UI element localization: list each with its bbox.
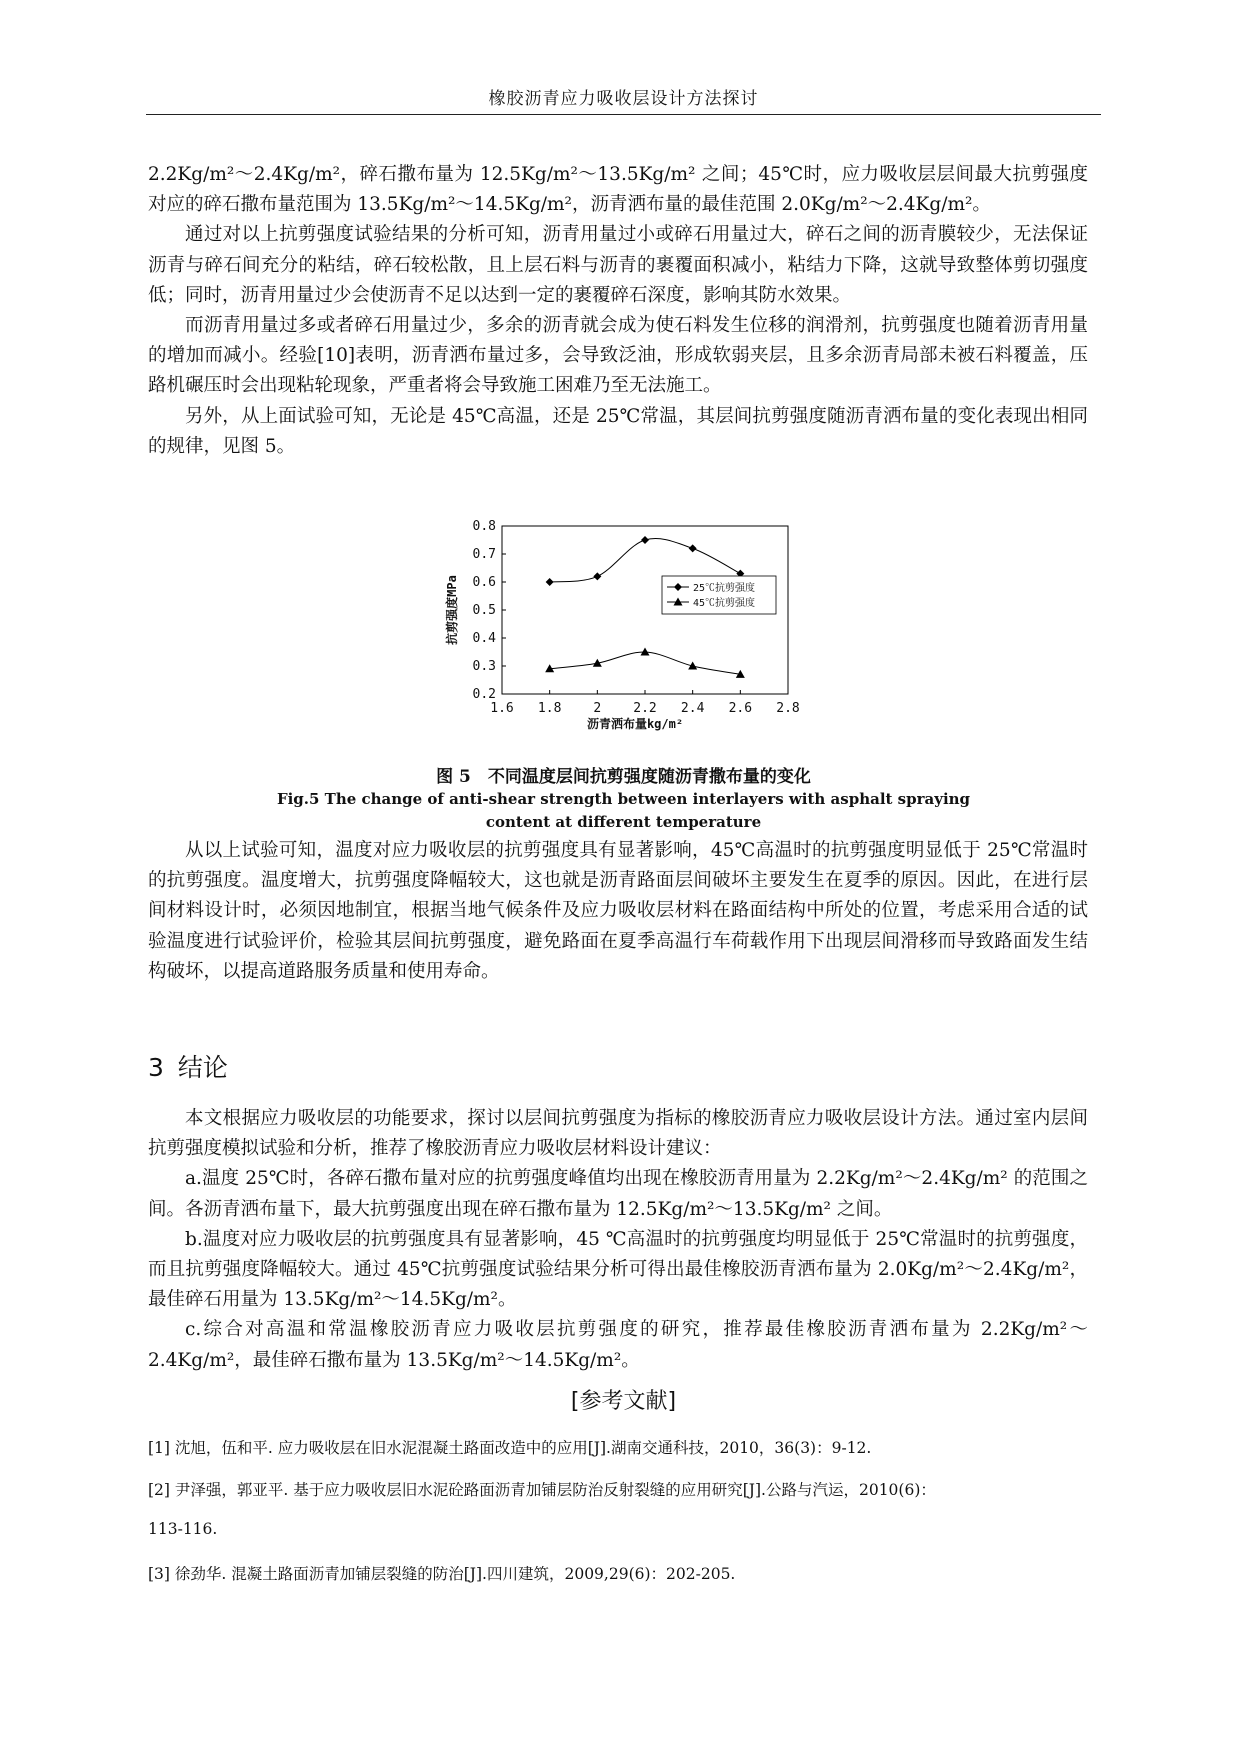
x-tick-label: 2.4 [680,701,705,716]
conclusion-b: b.温度对应力吸收层的抗剪强度具有显著影响，45 ℃高温时的抗剪强度均明显低于 25℃常温时的抗剪强度，而且抗剪强度降幅较大。通过 45℃抗剪强度试验结果分析可得出最佳橡胶沥青洒布量为 2.0Kg/m²～2.4Kg/m²，最佳碎石用量为 13.5Kg/m²～14.5Kg/m²。 [148,1228,1088,1311]
data-point-series-1 [641,536,649,544]
figure-caption-en-1: Fig.5 The change of anti-shear strength between interlayers with asphalt spraying [276,790,971,808]
legend-label-2: 45℃抗剪强度 [693,598,756,609]
conclusion-intro: 本文根据应力吸收层的功能要求，探讨以层间抗剪强度为指标的橡胶沥青应力吸收层设计方法。通过室内层间抗剪强度模拟试验和分析，推荐了橡胶沥青应力吸收层材料设计建议： [148,1108,1088,1160]
y-tick-label: 0.3 [472,659,496,674]
paragraph-5: 从以上试验可知，温度对应力吸收层的抗剪强度具有显著影响，45℃高温时的抗剪强度明显低于 25℃常温时的抗剪强度。温度增大，抗剪强度降幅较大，这也就是沥青路面层间破坏主要发生在夏季的原因。因此，在进行层间材料设计时，必须因地制宜，根据当地气候条件及应力吸收层材料在路面结构中所处的位置，考虑采用合适的试验温度进行试验评价，检验其层间抗剪强度，避免路面在夏季高温行车荷载作用下出现层间滑移而导致路面发生结构破坏，以提高道路服务质量和使用寿命。 [148,840,1088,982]
paragraph-3: 而沥青用量过多或者碎石用量过少，多余的沥青就会成为使石料发生位移的润滑剂，抗剪强度也随着沥青用量的增加而减小。经验[10]表明，沥青洒布量过多，会导致泛油，形成软弱夹层，且多余沥青局部未被石料覆盖，压路机碾压时会出现粘轮现象，严重者将会导致施工困难乃至无法施工。 [148,315,1088,397]
y-tick-label: 0.7 [472,547,496,562]
paragraph-1: 2.2Kg/m²～2.4Kg/m²，碎石撒布量为 12.5Kg/m²～13.5Kg/m² 之间；45℃时，应力吸收层层间最大抗剪强度对应的碎石撒布量范围为 13.5Kg/m²～14.5Kg/m²，沥青洒布量的最佳范围 2.0Kg/m²～2.4Kg/m²。 [148,164,1088,216]
x-tick-label: 1.8 [537,701,562,716]
y-tick-label: 0.2 [472,687,496,702]
paragraph-4: 另外，从上面试验可知，无论是 45℃高温，还是 25℃常温，其层间抗剪强度随沥青洒布量的变化表现出相同的规律，见图 5。 [148,405,1088,457]
section-title: 结论 [177,1053,228,1082]
reference-2-cont: 113-116. [148,1520,218,1538]
paragraph-2: 通过对以上抗剪强度试验结果的分析可知，沥青用量过小或碎石用量过大，碎石之间的沥青膜较少，无法保证沥青与碎石间充分的粘结，碎石较松散，且上层石料与沥青的裹覆面积减小，粘结力下降，这就导致整体剪切强度低；同时，沥青用量过少会使沥青不足以达到一定的裹覆碎石深度，影响其防水效果。 [148,224,1088,306]
section-number: 3 [148,1053,164,1082]
y-tick-label: 0.8 [472,519,496,534]
x-tick-label: 2.2 [633,701,657,716]
series-line-1 [550,539,741,582]
x-axis-label: 沥青洒布量kg/m² [586,717,684,731]
x-tick-label: 2.6 [728,701,753,716]
x-tick-label: 2 [593,701,602,716]
reference-1: [1] 沈旭，伍和平. 应力吸收层在旧水泥混凝土路面改造中的应用[J].湖南交通科技，2010，36(3)：9-12. [148,1439,872,1457]
body-text-top [148,160,1088,462]
conclusion-c: c.综合对高温和常温橡胶沥青应力吸收层抗剪强度的研究，推荐最佳橡胶沥青洒布量为 2.2Kg/m²～2.4Kg/m²，最佳碎石撒布量为 13.5Kg/m²～14.5Kg/m²。 [148,1319,1088,1371]
x-tick-label: 1.6 [490,701,514,716]
x-tick-label: 2.8 [776,701,800,716]
y-axis-label: 抗剪强度MPa [445,575,459,645]
data-point-series-1 [593,572,601,580]
running-header: 橡胶沥青应力吸收层设计方法探讨 [488,89,759,109]
figure-caption-en-2: content at different temperature [485,813,762,831]
section-heading [148,1048,242,1084]
data-point-series-1 [546,578,554,586]
reference-3: [3] 徐劲华. 混凝土路面沥青加铺层裂缝的防治[J].四川建筑，2009,29(6)：202-205. [148,1565,736,1583]
data-point-series-1 [689,544,697,552]
header-rule [146,114,1101,115]
figure-caption-cn: 图 5 不同温度层间抗剪强度随沥青撒布量的变化 [436,767,811,787]
conclusion-text [148,1104,1088,1376]
y-tick-label: 0.6 [472,575,496,590]
y-tick-label: 0.4 [472,631,496,646]
shear-strength-chart [430,510,810,750]
body-text-after-figure [148,836,1088,987]
conclusion-a: a.温度 25℃时，各碎石撒布量对应的抗剪强度峰值均出现在橡胶沥青用量为 2.2Kg/m²～2.4Kg/m² 的范围之间。各沥青洒布量下，最大抗剪强度出现在碎石撒布量为 12.5Kg/m²～13.5Kg/m² 之间。 [148,1168,1088,1220]
references-heading: [参考文献] [570,1389,677,1414]
reference-2: [2] 尹泽强，郭亚平. 基于应力吸收层旧水泥砼路面沥青加铺层防治反射裂缝的应用研究[J].公路与汽运，2010(6)： [148,1481,936,1499]
legend-label-1: 25℃抗剪强度 [693,583,756,594]
y-tick-label: 0.5 [472,603,496,618]
data-point-series-2 [641,648,650,656]
